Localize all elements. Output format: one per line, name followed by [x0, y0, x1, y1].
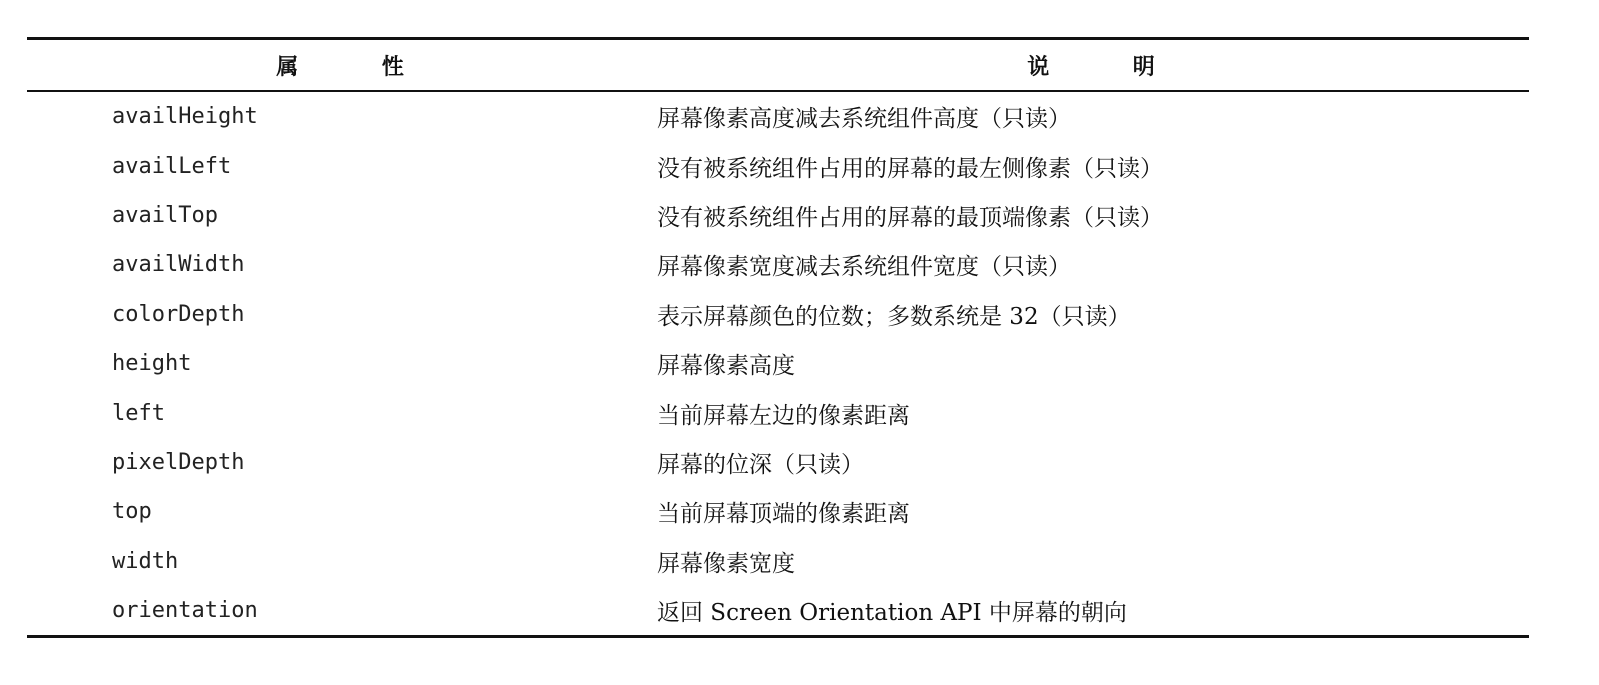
property-description: 屏幕的位深（只读）	[657, 451, 864, 478]
table-row	[27, 191, 1529, 240]
property-name: width	[112, 548, 179, 574]
header-row	[27, 39, 1529, 92]
property-name: orientation	[112, 598, 258, 624]
property-name: left	[112, 400, 165, 426]
table-header	[27, 39, 1529, 92]
property-name: availWidth	[112, 252, 245, 278]
screen-properties-table	[27, 37, 1529, 638]
property-description: 没有被系统组件占用的屏幕的最顶端像素（只读）	[657, 204, 1163, 231]
property-description: 屏幕像素高度	[657, 353, 795, 380]
property-description: 屏幕像素宽度	[657, 550, 795, 577]
table-row	[27, 240, 1529, 289]
property-description: 返回 Screen Orientation API 中屏幕的朝向	[657, 600, 1127, 627]
property-description: 屏幕像素宽度减去系统组件宽度（只读）	[657, 254, 1071, 281]
table-row	[27, 91, 1529, 141]
property-name: pixelDepth	[112, 449, 245, 475]
header-description: 说 明	[1027, 54, 1186, 80]
property-description: 没有被系统组件占用的屏幕的最左侧像素（只读）	[657, 155, 1163, 182]
table-row	[27, 388, 1529, 437]
table-row	[27, 438, 1529, 487]
property-name: height	[112, 351, 192, 377]
property-name: top	[112, 499, 152, 525]
property-name: colorDepth	[112, 301, 245, 327]
header-property: 属 性	[276, 54, 435, 80]
table-row	[27, 586, 1529, 637]
table-row	[27, 141, 1529, 190]
table-row	[27, 537, 1529, 586]
property-description: 表示屏幕颜色的位数；多数系统是 32（只读）	[657, 303, 1131, 330]
table-row	[27, 487, 1529, 536]
property-name: availHeight	[112, 104, 258, 130]
property-description: 屏幕像素高度减去系统组件高度（只读）	[657, 106, 1071, 133]
property-description: 当前屏幕顶端的像素距离	[657, 501, 910, 528]
property-name: availTop	[112, 202, 218, 228]
table-row	[27, 290, 1529, 339]
screen-properties-table-container	[27, 37, 1529, 638]
table-row	[27, 339, 1529, 388]
table-body	[27, 91, 1529, 637]
property-description: 当前屏幕左边的像素距离	[657, 402, 910, 429]
property-name: availLeft	[112, 153, 232, 179]
